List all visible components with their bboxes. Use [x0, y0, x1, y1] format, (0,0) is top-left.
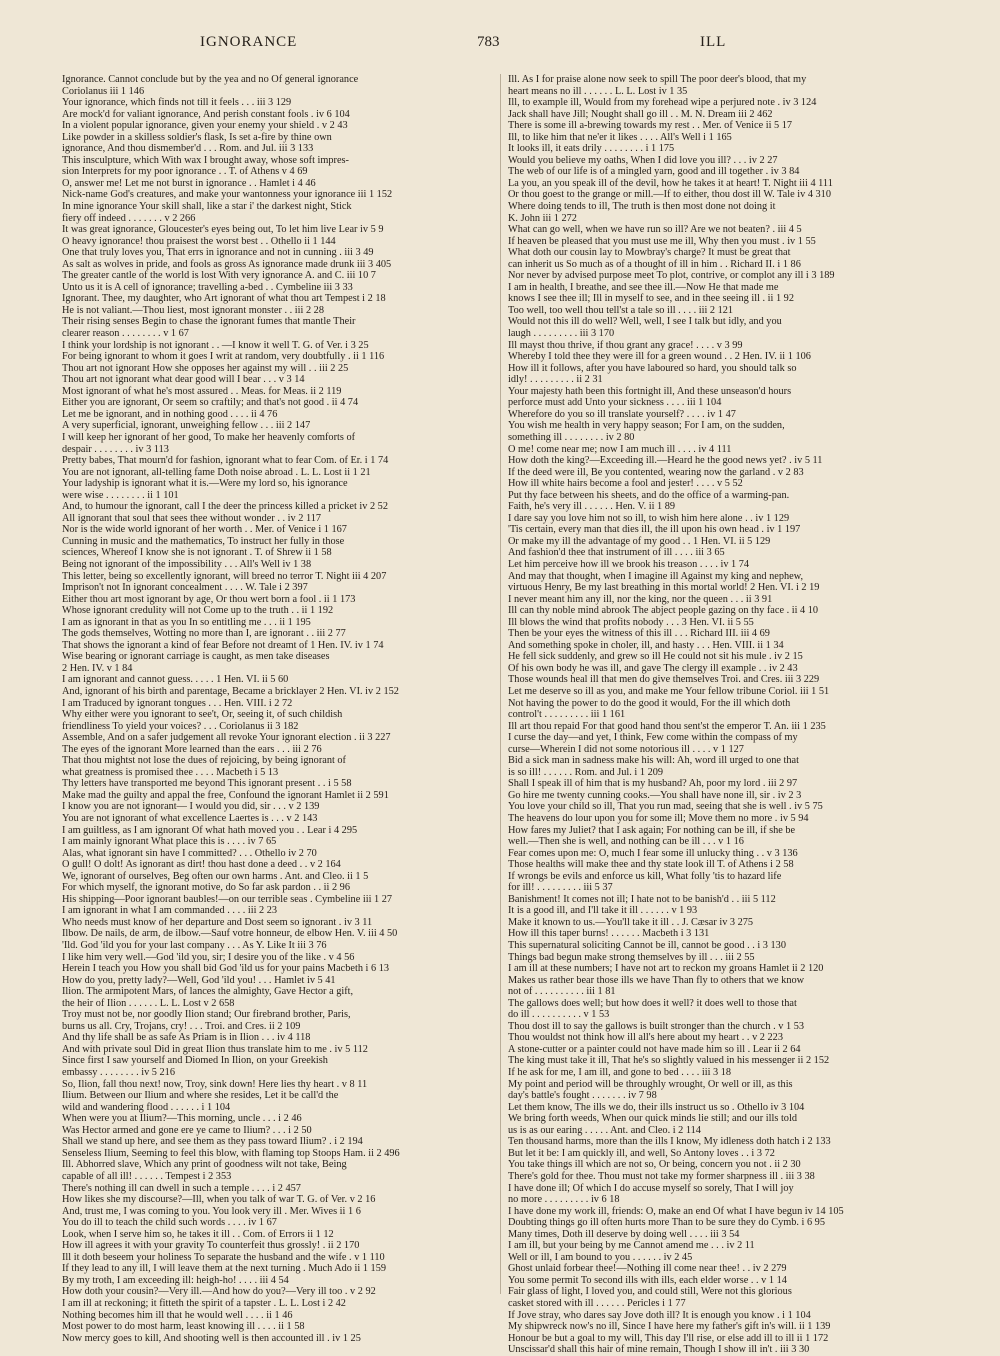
concordance-line: 2 Hen. IV. v 1 84: [62, 662, 133, 674]
concordance-line: I dare say you love him not so ill, to wish him here alone . . iv 1 129: [508, 512, 790, 524]
concordance-line: Well or ill, I am bound to you . . . . . . iv 2 45: [508, 1251, 693, 1263]
concordance-line: Imprison't not In ignorant concealment . . . . W. Tale i 2 397: [62, 582, 308, 594]
concordance-line: I know you are not ignorant— I would you did, sir . . . v 2 139: [62, 801, 320, 813]
concordance-line: How doth the king?—Exceeding ill.—Heard he the good news yet? . iv 5 11: [508, 455, 823, 467]
concordance-line: Doubting things go ill often hurts more Than to be sure they do Cymb. i 6 95: [508, 1217, 825, 1229]
concordance-line: virtuous Henry, Be my last breathing in this mortal world! 2 Hen. VI. i 2 19: [508, 582, 820, 594]
concordance-line: O heavy ignorance! thou praisest the worst best . . Othello ii 1 144: [62, 235, 336, 247]
concordance-line: How likes she my discourse?—Ill, when you talk of war T. G. of Ver. v 2 16: [62, 1194, 376, 1206]
concordance-line: What doth our cousin lay to Mowbray's charge? It must be great that: [508, 247, 791, 259]
concordance-line: And, to humour the ignorant, call I the deer the princess killed a pricket iv 2 52: [62, 501, 388, 513]
concordance-line: As salt as wolves in pride, and fools as gross As ignorance made drunk iii 3 405: [62, 258, 392, 270]
concordance-line: Bid a sick man in sadness make his will: Ah, word ill urged to one that: [508, 755, 799, 767]
concordance-line: The web of our life is of a mingled yarn, good and ill together . iv 3 84: [508, 166, 800, 178]
concordance-line: O, answer me! Let me not burst in ignorance . . Hamlet i 4 46: [62, 177, 316, 189]
concordance-line: My point and period will be throughly wrought, Or well or ill, as this: [508, 1078, 793, 1090]
concordance-line: day's battle's fought . . . . . . . iv 7 98: [508, 1090, 657, 1102]
concordance-line: Since first I saw yourself and Diomed In Ilion, on your Greekish: [62, 1055, 328, 1067]
concordance-line: The eyes of the ignorant More learned than the ears . . . iii 2 76: [62, 743, 322, 755]
concordance-line: Most power to do most harm, least knowing ill . . . . ii 1 58: [62, 1321, 305, 1333]
concordance-line: The heavens do lour upon you for some ill; Move them no more . iv 5 94: [508, 813, 809, 824]
concordance-line: K. John iii 1 272: [508, 212, 577, 224]
concordance-line: The king must take it ill, That he's so slightly valued in his messenger ii 2 152: [508, 1055, 830, 1067]
concordance-line: If the deed were ill, Be you contented, wearing now the garland . v 2 83: [508, 466, 804, 478]
concordance-line: Whereby I told thee they were ill for a green wound . . 2 Hen. IV. ii 1 106: [508, 351, 811, 363]
concordance-line: If they lead to any ill, I will leave them at the next turning . Much Ado ii 1 159: [62, 1263, 386, 1275]
concordance-line: We, ignorant of ourselves, Beg often our own harms . Ant. and Cleo. ii 1 5: [62, 870, 369, 882]
concordance-line: Fear comes upon me: O, much I fear some ill unlucky thing . . v 3 136: [508, 847, 798, 859]
concordance-line: Was Hector armed and gone ere ye came to Ilium? . . . i 2 50: [62, 1124, 312, 1136]
concordance-line: In a violent popular ignorance, given your enemy your shield . v 2 43: [62, 120, 348, 132]
concordance-line: Make it known to us.—You'll take it ill . . J. Cæsar iv 3 275: [508, 916, 754, 928]
concordance-line: do ill . . . . . . . . . . v 1 53: [508, 1009, 610, 1021]
concordance-line: Look, when I serve him so, he takes it ill . . Com. of Errors ii 1 12: [62, 1228, 334, 1240]
concordance-line: Pretty babes, That mourn'd for fashion, ignorant what to fear Com. of Er. i 1 74: [62, 455, 389, 467]
concordance-line: Or thou goest to the grange or mill.—If to either, thou dost ill W. Tale iv 4 310: [508, 189, 831, 201]
concordance-line: You love your child so ill, That you run mad, seeing that she is well . iv 5 75: [508, 801, 823, 813]
concordance-line: A very superficial, ignorant, unweighing fellow . . . iii 2 147: [62, 420, 311, 432]
concordance-line: Thou wouldst not think how ill all's here about my heart . . v 2 223: [508, 1032, 783, 1044]
concordance-line: Unscissar'd shall this hair of mine remain, Though I show ill in't . iii 3 30: [508, 1344, 810, 1356]
concordance-line: Unto us it is A cell of ignorance; travelling a-bed . . Cymbeline iii 3 33: [62, 281, 353, 293]
concordance-line: Make mad the guilty and appal the free, Confound the ignorant Hamlet ii 2 591: [62, 789, 389, 801]
concordance-line: I am in health, I breathe, and see thee ill.—Now He that made me: [508, 281, 779, 293]
concordance-line: Banishment! It comes not ill; I hate not to be banish'd . . iii 5 112: [508, 893, 776, 905]
concordance-line: Nick-name God's creatures, and make your wantonness your ignorance iii 1 152: [62, 189, 393, 201]
concordance-line: I am ignorant in what I am commanded . . . . iii 2 23: [62, 905, 278, 917]
concordance-line: Cunning in music and the mathematics, To instruct her fully in those: [62, 535, 345, 547]
concordance-line: Not having the power to do the good it would, For the ill which doth: [508, 697, 791, 709]
concordance-line: Why either were you ignorant to see't, Or, seeing it, of such childish: [62, 709, 343, 721]
concordance-line: If heaven be pleased that you must use me ill, Why then you must . iv 1 55: [508, 235, 816, 247]
concordance-line: perforce must add Unto your sickness . . . . iii 1 104: [508, 397, 722, 409]
concordance-line: Assemble, And on a safer judgement all revoke Your ignorant election . ii 3 227: [62, 732, 391, 744]
concordance-line: How fares my Juliet? that I ask again; For nothing can be ill, if she be: [508, 824, 796, 836]
concordance-line: His shipping—Poor ignorant baubles!—on our terrible seas . Cymbeline iii 1 27: [62, 893, 393, 905]
concordance-line: friendliness To yield your voices? . . . Coriolanus ii 3 182: [62, 720, 299, 732]
concordance-line: Fair glass of light, I loved you, and could still, Were not this glorious: [508, 1286, 792, 1298]
concordance-line: what greatness is promised thee . . . . Macbeth i 5 13: [62, 766, 279, 778]
concordance-line: Shall I speak ill of him that is my husband? Ah, poor my lord . iii 2 97: [508, 778, 798, 790]
concordance-line: laugh . . . . . . . . . iii 3 170: [508, 328, 615, 340]
concordance-line: And may that thought, when I imagine ill Against my king and nephew,: [508, 570, 804, 582]
concordance-line: I am as ignorant in that as you In so entitling me . . . ii 1 195: [62, 616, 311, 628]
concordance-line: capable of all ill! . . . . . . Tempest i 2 353: [62, 1170, 232, 1182]
concordance-line: Ill mayst thou thrive, if thou grant any grace! . . . . v 3 99: [508, 339, 743, 351]
concordance-line: Ignorant. Thee, my daughter, who Art ignorant of what thou art Tempest i 2 18: [62, 293, 386, 305]
concordance-line: So, Ilion, fall thou next! now, Troy, sink down! Here lies thy heart . v 8 11: [62, 1078, 368, 1090]
concordance-line: Of his own body he was ill, and gave The clergy ill example . . iv 2 43: [508, 662, 798, 674]
concordance-line: O gull! O dolt! As ignorant as dirt! thou hast done a deed . . v 2 164: [62, 859, 341, 871]
concordance-line: wild and wandering flood . . . . . . i 1 104: [62, 1101, 231, 1113]
concordance-line: Ilium. Between our Ilium and where she resides, Let it be call'd the: [62, 1090, 339, 1102]
concordance-line: Makes us rather bear those ills we have Than fly to others that we know: [508, 974, 805, 986]
concordance-line: The greater cantle of the world is lost With very ignorance A. and C. iii 10 7: [62, 270, 376, 282]
column-divider: [500, 74, 501, 1294]
concordance-line: Then be your eyes the witness of this ill . . . Richard III. iii 4 69: [508, 628, 770, 640]
concordance-line: Coriolanus iii 1 146: [62, 85, 145, 97]
concordance-line: Too well, too well thou tell'st a tale so ill . . . . iii 2 121: [508, 304, 734, 316]
concordance-line: despair . . . . . . . . iv 3 113: [62, 443, 169, 455]
concordance-line: There is some ill a-brewing towards my rest . . Mer. of Venice ii 5 17: [508, 120, 793, 132]
concordance-line: idly! . . . . . . . . . ii 2 31: [508, 374, 603, 386]
concordance-line: Ill, to example ill, Would from my forehead wipe a perjured note . iv 3 124: [508, 97, 817, 109]
concordance-line: I will keep her ignorant of her good, To make her heavenly comforts of: [62, 431, 356, 443]
right-column: [508, 74, 948, 1356]
concordance-line: I think your lordship is not ignorant . . —I know it well T. G. of Ver. i 3 25: [62, 339, 369, 351]
concordance-line: I am ignorant and cannot guess. . . . . 1 Hen. VI. ii 5 60: [62, 674, 289, 686]
concordance-line: You take things ill which are not so, Or being, concern you not . ii 2 30: [508, 1159, 801, 1171]
concordance-line: How do you, pretty lady?—Well, God 'ild you! . . . Hamlet iv 5 41: [62, 974, 336, 986]
concordance-line: heart means no ill . . . . . . L. L. Lost iv 1 35: [508, 85, 688, 97]
concordance-line: And with private soul Did in great Ilion thus translate him to me . iv 5 112: [62, 1043, 368, 1055]
concordance-line: You are not ignorant of what excellence Laertes is . . . v 2 143: [62, 813, 318, 824]
concordance-line: Thy letters have transported me beyond This ignorant present . . i 5 58: [62, 778, 352, 790]
concordance-line: Jack shall have Jill; Nought shall go ill . . M. N. Dream iii 2 462: [508, 108, 773, 120]
concordance-line: us is as our earing . . . . . Ant. and Cleo. i 2 114: [508, 1124, 701, 1136]
concordance-line: For being ignorant to whom it goes I writ at random, very doubtfully . ii 1 116: [62, 351, 385, 363]
concordance-line: Ill. Abhorred slave, Which any print of goodness wilt not take, Being: [62, 1159, 347, 1171]
concordance-line: I am Traduced by ignorant tongues . . . Hen. VIII. i 2 72: [62, 697, 293, 709]
concordance-line: La you, an you speak ill of the devil, how he takes it at heart! T. Night iii 4 111: [508, 177, 833, 189]
concordance-line: Thou dost ill to say the gallows is built stronger than the church . v 1 53: [508, 1020, 804, 1032]
concordance-line: Put thy face between his sheets, and do the office of a warming-pan.: [508, 489, 790, 501]
concordance-line: something ill . . . . . . . . iv 2 80: [508, 431, 635, 443]
concordance-line: Let him perceive how ill we brook his treason . . . . iv 1 74: [508, 558, 750, 570]
page-header: [0, 34, 1000, 56]
concordance-line: Let me deserve so ill as you, and make me Your fellow tribune Coriol. iii 1 51: [508, 685, 830, 697]
concordance-line: no more . . . . . . . . . iv 6 18: [508, 1194, 620, 1206]
concordance-line: clearer reason . . . . . . . . v 1 67: [62, 328, 189, 340]
concordance-line: control't . . . . . . . . . iii 1 161: [508, 709, 626, 721]
concordance-line: And fashion'd thee that instrument of ill . . . . iii 3 65: [508, 547, 725, 559]
concordance-line: Those wounds heal ill that men do give themselves Troi. and Cres. iii 3 229: [508, 674, 820, 686]
running-head-left: IGNORANCE: [200, 34, 298, 50]
concordance-line: Or make my ill the advantage of my good . . 1 Hen. VI. ii 5 129: [508, 535, 771, 547]
concordance-line: Ill can thy noble mind abrook The abject people gazing on thy face . ii 4 10: [508, 605, 819, 617]
concordance-line: ignorance, And thou dismember'd . . . Rom. and Jul. iii 3 133: [62, 143, 314, 155]
concordance-line: This letter, being so excellently ignorant, will breed no terror T. Night iii 4 207: [62, 570, 387, 582]
concordance-line: He fell sick suddenly, and grew so ill He could not sit his mule . iv 2 15: [508, 651, 803, 663]
concordance-line: Nor never by advised purpose meet To plot, contrive, or complot any ill i 3 189: [508, 270, 835, 282]
concordance-line: I have done my work ill, friends: O, make an end Of what I have begun iv 14 105: [508, 1205, 844, 1217]
concordance-line: It is a good ill, and I'll take it ill . . . . . . v 1 93: [508, 905, 698, 917]
concordance-line: knows I see thee ill; Ill in myself to see, and in thee seeing ill . ii 1 92: [508, 293, 794, 305]
concordance-line: Would not this ill do well? Well, well, I see I talk but idly, and you: [508, 316, 782, 328]
concordance-line: By my troth, I am exceeding ill: heigh-ho! . . . . iii 4 54: [62, 1274, 289, 1286]
concordance-line: Ill blows the wind that profits nobody . . . 3 Hen. VI. ii 5 55: [508, 616, 754, 628]
concordance-line: We bring forth weeds, When our quick minds lie still; and our ills told: [508, 1113, 797, 1125]
concordance-line: In mine ignorance Your skill shall, like a star i' the darkest night, Stick: [62, 201, 352, 213]
concordance-line: casket stored with ill . . . . . . Pericles i 1 77: [508, 1297, 686, 1309]
concordance-line: Troy must not be, nor goodly Ilion stand; Our firebrand brother, Paris,: [62, 1009, 351, 1021]
concordance-line: O me! come near me; now I am much ill . . . . iv 4 111: [508, 443, 732, 455]
concordance-line: Ten thousand harms, more than the ills I know, My idleness doth hatch i 2 133: [508, 1136, 831, 1148]
concordance-line: You do ill to teach the child such words . . . . iv 1 67: [62, 1217, 277, 1229]
concordance-line: What can go well, when we have run so ill? Are we not beaten? . iii 4 5: [508, 224, 802, 236]
concordance-line: Who needs must know of her departure and Dost seem so ignorant . iv 3 11: [62, 916, 373, 928]
concordance-line: How ill agrees it with your gravity To counterfeit thus grossly! . ii 2 170: [62, 1240, 360, 1252]
concordance-line: I curse the day—and yet, I think, Few come within the compass of my: [508, 732, 798, 744]
concordance-line: Most ignorant of what he's most assured . . Meas. for Meas. ii 2 119: [62, 385, 342, 397]
concordance-line: Those healths will make thee and thy state look ill T. of Athens i 2 58: [508, 859, 794, 871]
concordance-line: Either thou art most ignorant by age, Or thou wert born a fool . ii 1 173: [62, 593, 356, 605]
concordance-line: The gods themselves, Wotting no more than I, are ignorant . . iii 2 77: [62, 628, 346, 640]
concordance-line: I am mainly ignorant What place this is . . . . iv 7 65: [62, 836, 277, 848]
concordance-line: Ilbow. De nails, de arm, de ilbow.—Sauf votre honneur, de elbow Hen. V. iii 4 50: [62, 928, 398, 940]
concordance-line: Your ignorance, which finds not till it feels . . . iii 3 129: [62, 97, 292, 109]
concordance-line: If he ask for me, I am ill, and gone to bed . . . . iii 3 18: [508, 1067, 732, 1079]
concordance-line: How ill this taper burns! . . . . . . Macbeth i 3 131: [508, 928, 710, 940]
concordance-line: not of . . . . . . . . . . iii 1 81: [508, 986, 616, 998]
concordance-line: A stone-cutter or a painter could not have made him so ill . Lear ii 2 64: [508, 1043, 801, 1055]
concordance-line: sion Interprets for my poor ignorance . . T. of Athens v 4 69: [62, 166, 308, 178]
concordance-line: But let it be: I am quickly ill, and well, So Antony loves . . i 3 72: [508, 1147, 775, 1159]
concordance-line: Whose ignorant credulity will not Come up to the truth . . ii 1 192: [62, 605, 334, 617]
concordance-line: And something spoke in choler, ill, and hasty . . . Hen. VIII. ii 1 34: [508, 639, 784, 651]
concordance-line: Herein I teach you How you shall bid God 'ild us for your pains Macbeth i 6 13: [62, 963, 390, 975]
concordance-line: Nothing becomes him ill that he would well . . . . ii 1 46: [62, 1309, 293, 1321]
concordance-line: Senseless Ilium, Seeming to feel this blow, with flaming top Stoops Ham. ii 2 496: [62, 1147, 400, 1159]
concordance-line: Shall we stand up here, and see them as they pass toward Ilium? . i 2 194: [62, 1136, 363, 1148]
concordance-line: There's gold for thee. Thou must not take my former sharpness ill . iii 3 38: [508, 1170, 815, 1182]
concordance-line: He is not valiant.—Thou liest, most ignorant monster . . iii 2 28: [62, 304, 324, 316]
concordance-line: And, trust me, I was coming to you. You look very ill . Mer. Wives ii 1 6: [62, 1205, 361, 1217]
concordance-line: Go hire me twenty cunning cooks.—You shall have none ill, sir . iv 2 3: [508, 789, 802, 801]
concordance-line: How ill white hairs become a fool and jester! . . . . v 5 52: [508, 478, 743, 490]
concordance-line: Wherefore do you so ill translate yourself? . . . . iv 1 47: [508, 408, 736, 420]
concordance-line: I have done ill; Of which I do accuse myself so sorely, That I will joy: [508, 1182, 794, 1194]
concordance-line: Many times, Doth ill deserve by doing well . . . . iii 3 54: [508, 1228, 740, 1240]
concordance-line: If wrongs be evils and enforce us kill, What folly 'tis to hazard life: [508, 870, 782, 882]
concordance-line: For which myself, the ignorant motive, do So far ask pardon . . ii 2 96: [62, 882, 350, 894]
concordance-line: is so ill! . . . . . . Rom. and Jul. i 1 209: [508, 766, 664, 778]
concordance-line: curse—Wherein I did not some notorious ill . . . . v 1 127: [508, 743, 744, 755]
concordance-line: You wish me health in very happy season; For I am, on the sudden,: [508, 420, 785, 432]
concordance-line: When were you at Ilium?—This morning, uncle . . . i 2 46: [62, 1113, 302, 1125]
concordance-line: You some permit To second ills with ills, each elder worse . . v 1 14: [508, 1274, 787, 1286]
concordance-line: This insculpture, which With wax I brought away, whose soft impres-: [62, 154, 349, 166]
concordance-line: burns us all. Cry, Trojans, cry! . . . Troi. and Cres. ii 2 109: [62, 1020, 301, 1032]
concordance-line: Honour be but a goal to my will, This day I'll rise, or else add ill to ill ii 1 172: [508, 1332, 829, 1344]
concordance-line: the heir of Ilion . . . . . . L. L. Lost v 2 658: [62, 997, 235, 1009]
concordance-line: Being not ignorant of the impossibility . . . All's Well iv 1 38: [62, 558, 312, 570]
concordance-line: You are not ignorant, all-telling fame Doth noise abroad . L. L. Lost ii 1 21: [62, 466, 371, 478]
page-number: 783: [477, 34, 500, 50]
left-column: [62, 74, 502, 1344]
concordance-line: It was great ignorance, Gloucester's eyes being out, To let him live Lear iv 5 9: [62, 224, 384, 236]
concordance-line: I like him very well.—God 'ild you, sir; I desire you of the like . v 4 56: [62, 951, 355, 963]
concordance-line: were wise . . . . . . . . ii 1 101: [62, 489, 179, 501]
concordance-line: 'Tis certain, every man that dies ill, the ill upon his own head . iv 1 197: [508, 524, 801, 536]
concordance-line: Wise bearing or ignorant carriage is caught, as men take diseases: [62, 651, 330, 663]
concordance-line: Ill it doth beseem your holiness To separate the husband and the wife . v 1 110: [62, 1251, 385, 1263]
concordance-line: Are mock'd for valiant ignorance, And perish constant fools . iv 6 104: [62, 108, 350, 120]
concordance-line: How ill it follows, after you have laboured so hard, you should talk so: [508, 362, 797, 374]
concordance-line: I am ill at these numbers; I have not art to reckon my groans Hamlet ii 2 120: [508, 963, 824, 975]
concordance-line: Ghost unlaid forbear thee!—Nothing ill come near thee! . . iv 2 279: [508, 1263, 787, 1275]
concordance-line: I am ill, but your being by me Cannot amend me . . . iv 2 11: [508, 1240, 755, 1252]
concordance-line: embassy . . . . . . . . iv 5 216: [62, 1067, 175, 1079]
concordance-line: Let me be ignorant, and in nothing good . . . . ii 4 76: [62, 408, 278, 420]
concordance-line: That thou mightst not lose the dues of rejoicing, by being ignorant of: [62, 755, 346, 767]
concordance-line: Ill, to like him that ne'er it likes . . . . All's Well i 1 165: [508, 131, 732, 143]
concordance-line: Would you believe my oaths, When I did love you ill? . . . iv 2 27: [508, 154, 778, 166]
concordance-line: Ill art thou repaid For that good hand thou sent'st the emperor T. An. iii 1 235: [508, 720, 826, 732]
concordance-line: can inherit us So much as of a thought of ill in him . . Richard II. i 1 86: [508, 258, 801, 270]
concordance-line: Things bad begun make strong themselves by ill . . . iii 2 55: [508, 951, 755, 963]
concordance-line: It looks ill, it eats drily . . . . . . . . i 1 175: [508, 143, 675, 155]
concordance-line: There's nothing ill can dwell in such a temple . . . . i 2 457: [62, 1182, 301, 1194]
concordance-line: How doth your cousin?—Very ill.—And how do you?—Very ill too . v 2 92: [62, 1286, 376, 1298]
concordance-line: Either you are ignorant, Or seem so craftily; and that's not good . ii 4 74: [62, 397, 359, 409]
concordance-line: Their rising senses Begin to chase the ignorant fumes that mantle Their: [62, 316, 356, 328]
concordance-line: The gallows does well; but how does it well? it does well to those that: [508, 997, 797, 1009]
concordance-line: Where doing tends to ill, The truth is then most done not doing it: [508, 201, 776, 213]
concordance-line: Thou art not ignorant How she opposes her against my will . . iii 2 25: [62, 362, 349, 374]
concordance-line: If Jove stray, who dares say Jove doth ill? It is enough you know . i 1 104: [508, 1309, 811, 1321]
concordance-line: And thy life shall be as safe As Priam is in Ilion . . . iv 4 118: [62, 1032, 311, 1044]
concordance-line: Alas, what ignorant sin have I committed? . . . Othello iv 2 70: [62, 847, 317, 859]
concordance-line: Ilion. The armipotent Mars, of lances the almighty, Gave Hector a gift,: [62, 986, 354, 998]
concordance-line: fiery off indeed . . . . . . . v 2 266: [62, 212, 196, 224]
concordance-line: Your ladyship is ignorant what it is.—Were my lord so, his ignorance: [62, 478, 348, 490]
concordance-line: I am guiltless, as I am ignorant Of what hath moved you . . Lear i 4 295: [62, 824, 358, 836]
concordance-line: And, ignorant of his birth and parentage, Became a bricklayer 2 Hen. VI. iv 2 152: [62, 685, 399, 697]
concordance-line: One that truly loves you, That errs in ignorance and not in cunning . iii 3 49: [62, 247, 374, 259]
concordance-line: Let them know, The ills we do, their ills instruct us so . Othello iv 3 104: [508, 1101, 805, 1113]
concordance-line: That shows the ignorant a kind of fear Before not dreamt of 1 Hen. IV. iv 1 74: [62, 639, 384, 651]
concordance-line: Thou art not ignorant what dear good will I bear . . . v 3 14: [62, 374, 305, 386]
concordance-line: All ignorant that soul that sees thee without wonder . . iv 2 117: [62, 512, 322, 524]
concordance-line: well.—Then she is well, and nothing can be ill . . . v 1 16: [508, 836, 744, 848]
concordance-line: Nor is the wide world ignorant of her worth . . Mer. of Venice i 1 167: [62, 524, 347, 536]
concordance-line: for ill! . . . . . . . . . iii 5 37: [508, 882, 613, 894]
concordance-line: sciences, Whereof I know she is not ignorant . T. of Shrew ii 1 58: [62, 547, 332, 559]
concordance-line: Like powder in a skilless soldier's flask, Is set a-fire by thine own: [62, 131, 332, 143]
concordance-line: I never meant him any ill, nor the king, nor the queen . . . ii 3 91: [508, 593, 773, 605]
concordance-line: I am ill at reckoning; it fitteth the spirit of a tapster . L. L. Lost i 2 42: [62, 1297, 346, 1309]
concordance-line: Now mercy goes to kill, And shooting well is then accounted ill . iv 1 25: [62, 1332, 361, 1344]
concordance-line: Ignorance. Cannot conclude but by the yea and no Of general ignorance: [62, 74, 359, 85]
running-head-right: ILL: [700, 34, 727, 50]
concordance-line: My shipwreck now's no ill, Since I have here my father's gift in's will. ii 1 139: [508, 1321, 831, 1333]
concordance-line: This supernatural soliciting Cannot be ill, cannot be good . . i 3 130: [508, 940, 786, 952]
concordance-line: Ill. As I for praise alone now seek to spill The poor deer's blood, that my: [508, 74, 807, 85]
concordance-line: Faith, he's very ill . . . . . . Hen. V. ii 1 89: [508, 501, 676, 513]
concordance-line: 'Ild. God 'ild you for your last company . . . As Y. Like It iii 3 76: [62, 940, 327, 952]
concordance-line: Your majesty hath been this fortnight ill, And these unseason'd hours: [508, 385, 792, 397]
